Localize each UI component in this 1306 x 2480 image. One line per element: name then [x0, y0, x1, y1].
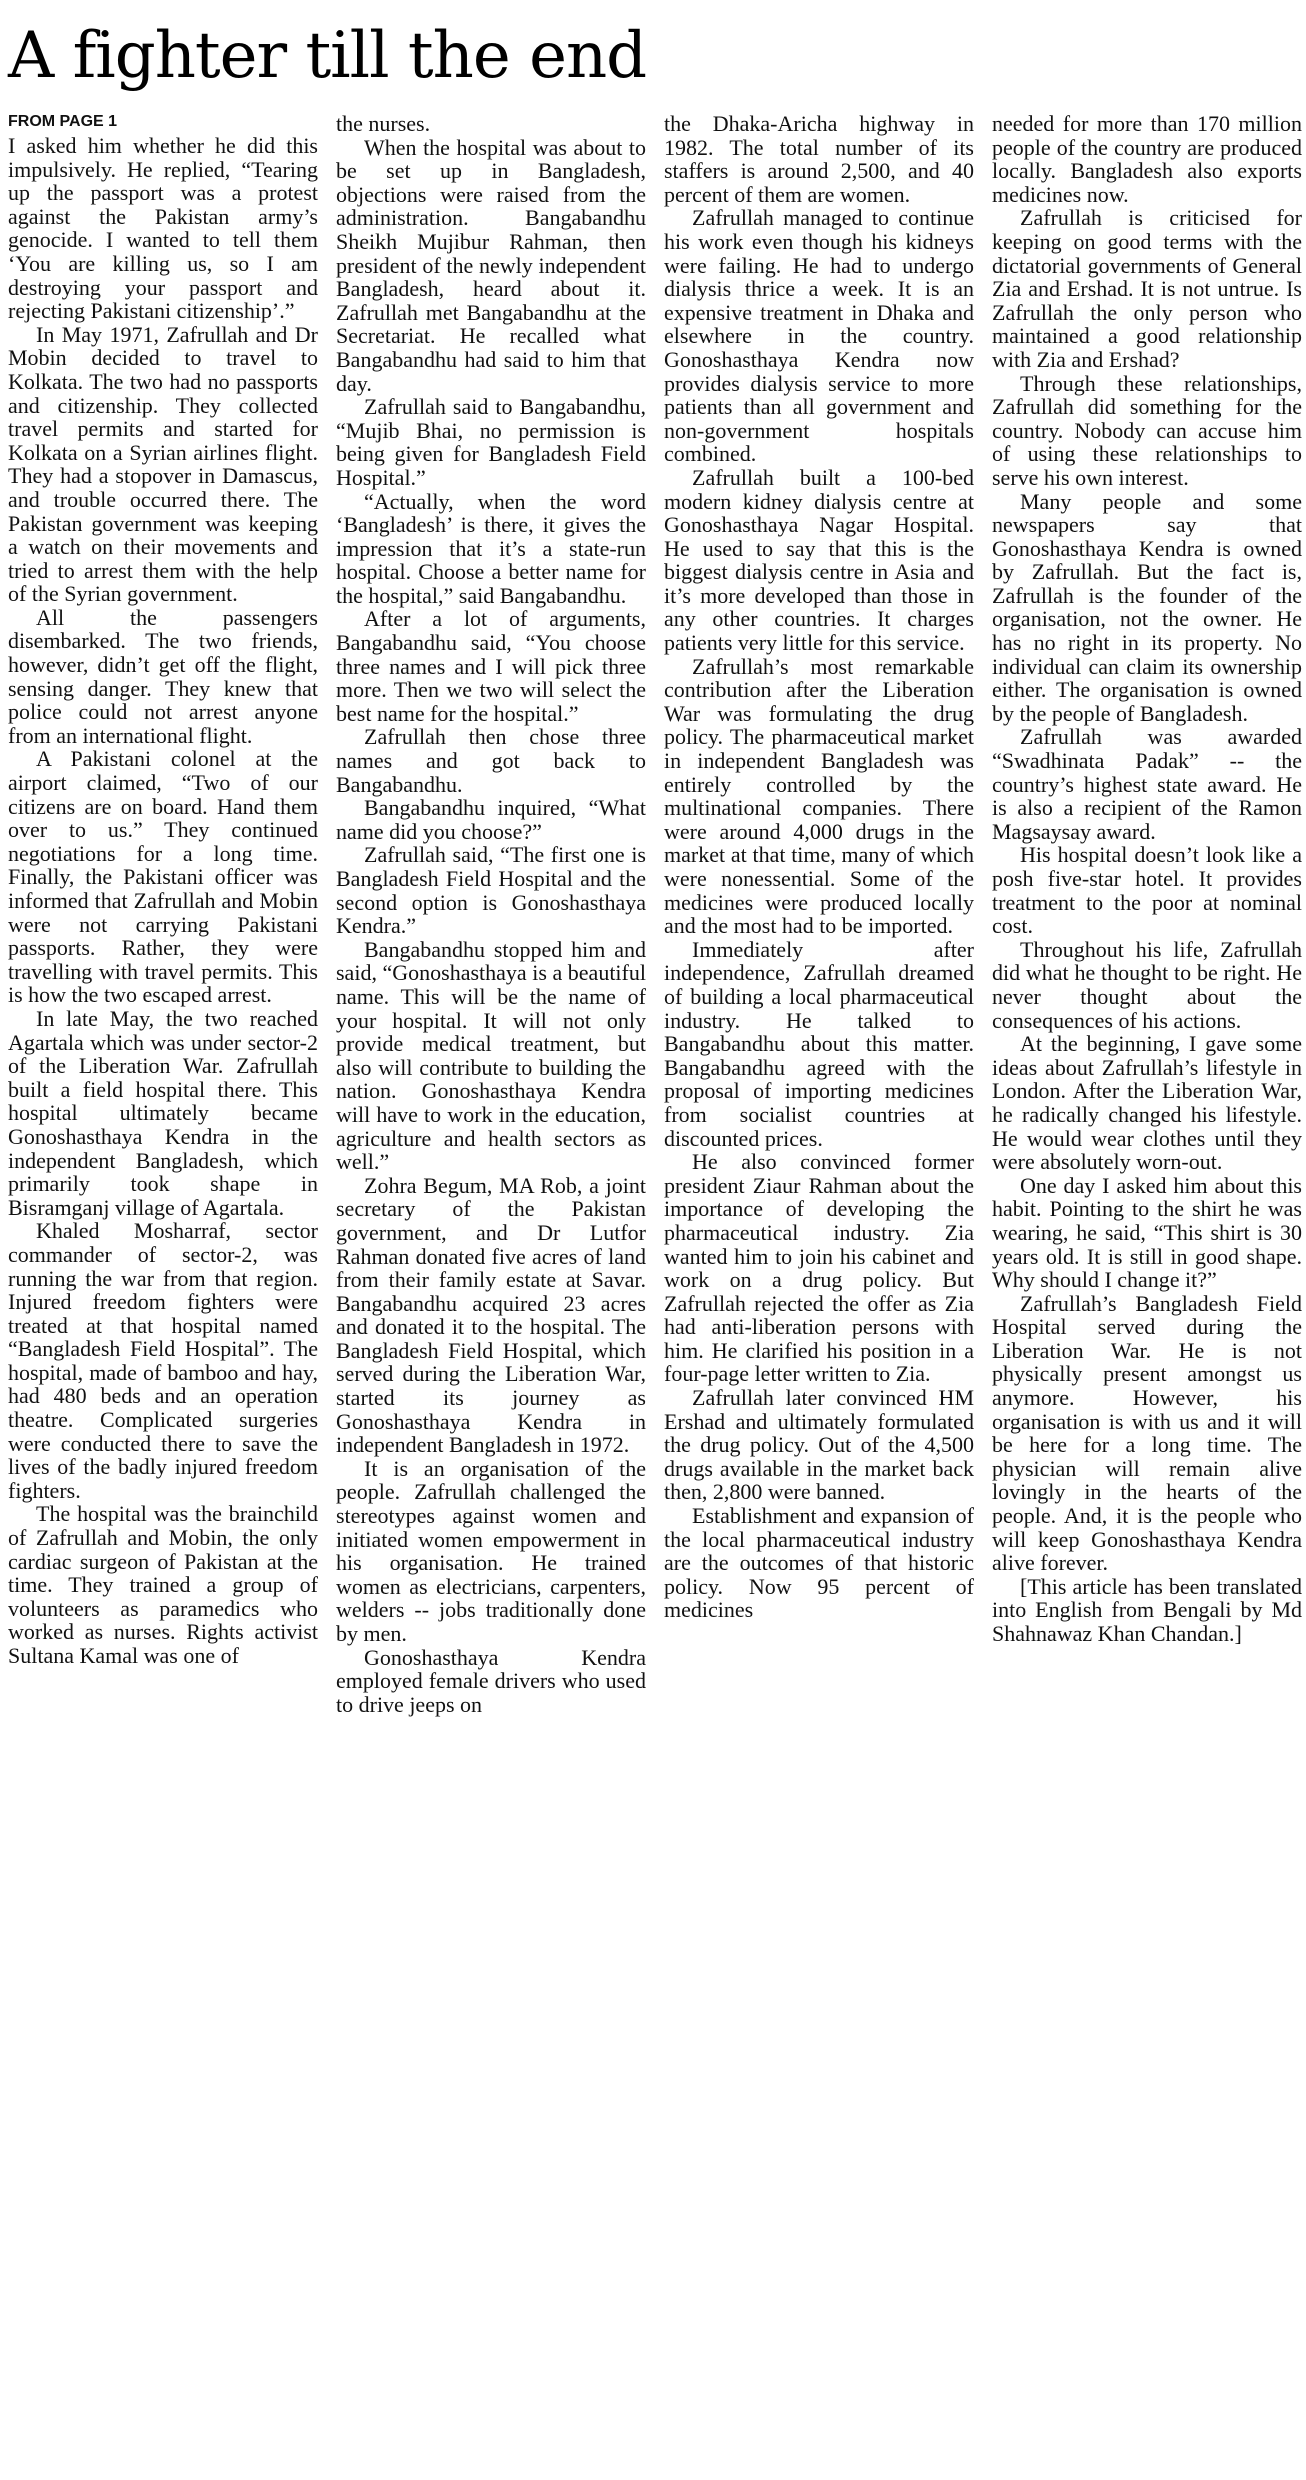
- article-column-1: [8, 112, 318, 2474]
- paragraph: Zafrullah then chose three names and got back to Bangabandhu.: [336, 724, 646, 797]
- paragraph: Throughout his life, Zafrullah did what he thought to be right. He never thought about the consequences of his actions.: [992, 936, 1302, 1033]
- paragraph: Zafrullah built a 100-bed modern kidney dialysis centre at Gonoshasthaya Nagar Hospital. He used to say that this is the biggest dialysis centre in Asia and it’s more developed than those in any other countries. It charges patients very little for this service.: [664, 464, 974, 656]
- paragraph: Bangabandhu inquired, “What name did you choose?”: [336, 795, 646, 844]
- paragraph: the nurses.: [336, 112, 431, 136]
- article-column-3: [664, 112, 974, 2474]
- paragraph: I asked him whether he did this impulsively. He replied, “Tearing up the passport was a protest against the Pakistan army’s genocide. I wanted to tell them ‘You are killing us, so I am destroying your passport and rejecting Pakistani citizenship’.”: [8, 133, 318, 324]
- paragraph: needed for more than 170 million people of the country are produced locally. Bangladesh also exports medicines now.: [992, 112, 1302, 207]
- headline: A fighter till the end: [8, 19, 647, 93]
- paragraph: Zafrullah’s most remarkable contribution after the Liberation War was formulating the drug policy. The pharmaceutical market in independent Bangladesh was entirely controlled by the multinational companies. There were around 4,000 drugs in the market at that time, many of which were nonessential. Some of the medicines were produced locally and the most had to be imported.: [664, 653, 974, 939]
- paragraph: Khaled Mosharraf, sector commander of sector-2, was running the war from that region. Injured freedom fighters were treated at that hospital named “Bangladesh Field Hospital”. The hospital, made of bamboo and hay, had 480 beds and an operation theatre. Complicated surgeries were conducted there to save the lives of the badly injured freedom fighters.: [8, 1218, 318, 1503]
- paragraph: When the hospital was about to be set up in Bangladesh, objections were raised from the administration. Bangabandhu Sheikh Mujibur Rahman, then president of the newly independent Bangladesh, heard about it. Zafrullah met Bangabandhu at the Secretariat. He recalled what Bangabandhu had said to him that day.: [336, 134, 646, 396]
- paragraph: A Pakistani colonel at the airport claimed, “Two of our citizens are on board. Hand them over to us.” They continued negotiations for a long time. Finally, the Pakistani officer was informed that Zafrullah and Mobin were not carrying Pakistani passports. Rather, they were travelling with travel permits. This is how the two escaped arrest.: [8, 746, 318, 1008]
- paragraph: “Actually, when the word ‘Bangladesh’ is there, it gives the impression that it’s a state-run hospital. Choose a better name for the hospital,” said Bangabandhu.: [336, 488, 646, 608]
- article-column-4: [992, 112, 1302, 2474]
- paragraph: Through these relationships, Zafrullah did something for the country. Nobody can accuse him of using these relationships to serve his own interest.: [992, 370, 1302, 490]
- paragraph: Immediately after independence, Zafrullah dreamed of building a local pharmaceutical industry. He talked to Bangabandhu about this matter. Bangabandhu agreed with the proposal of importing medicines from socialist countries at discounted prices.: [664, 936, 974, 1151]
- paragraph: Establishment and expansion of the local pharmaceutical industry are the outcomes of that historic policy. Now 95 percent of medicines: [664, 1503, 974, 1623]
- paragraph: The hospital was the brainchild of Zafrullah and Mobin, the only cardiac surgeon of Pakistan at the time. They trained a group of volunteers as paramedics who worked as nurses. Rights activist Sultana Kamal was one of: [8, 1501, 318, 1668]
- paragraph: All the passengers disembarked. The two friends, however, didn’t get off the flight, sensing danger. They knew that police could not arrest anyone from an international flight.: [8, 604, 318, 748]
- paragraph: Zafrullah was awarded “Swadhinata Padak” -- the country’s highest state award. He is also a recipient of the Ramon Magsaysay award.: [992, 724, 1302, 844]
- paragraph: In May 1971, Zafrullah and Dr Mobin decided to travel to Kolkata. The two had no passports and citizenship. They collected travel permits and started for Kolkata on a Syrian airlines flight. They had a stopover in Damascus, and trouble occurred there. The Pakistan government was keeping a watch on their movements and tried to arrest them with the help of the Syrian government.: [8, 321, 318, 607]
- paragraph: Gonoshasthaya Kendra employed female drivers who used to drive jeeps on: [336, 1644, 646, 1717]
- paragraph: Bangabandhu stopped him and said, “Gonoshasthaya is a beautiful name. This will be the name of your hospital. It will not only provide medical treatment, but also will contribute to building the nation. Gonoshasthaya Kendra will have to work in the education, agriculture and health sectors as well.”: [336, 936, 646, 1175]
- paragraph: Many people and some newspapers say that Gonoshasthaya Kendra is owned by Zafrullah. But the fact is, Zafrullah is the founder of the organisation, not the owner. He has no right in its property. No individual can claim its ownership either. The organisation is owned by the people of Bangladesh.: [992, 488, 1302, 726]
- paragraph: One day I asked him about this habit. Pointing to the shirt he was wearing, he said, “This shirt is 30 years old. It is still in good shape. Why should I change it?”: [992, 1172, 1302, 1293]
- paragraph: Zafrullah said to Bangabandhu, “Mujib Bhai, no permission is being given for Bangladesh Field Hospital.”: [336, 394, 646, 490]
- article-column-2: [336, 112, 646, 2474]
- paragraph: At the beginning, I gave some ideas about Zafrullah’s lifestyle in London. After the Liberation War, he radically changed his lifestyle. He would wear clothes until they were absolutely worn-out.: [992, 1031, 1302, 1175]
- continuation-kicker: FROM PAGE 1: [8, 113, 118, 130]
- paragraph: His hospital doesn’t look like a posh five-star hotel. It provides treatment to the poor at nominal cost.: [992, 842, 1302, 939]
- paragraph: the Dhaka-Aricha highway in 1982. The total number of its staffers is around 2,500, and 40 percent of them are women.: [664, 112, 974, 207]
- paragraph: After a lot of arguments, Bangabandhu said, “You choose three names and I will pick three more. Then we two will select the best name for the hospital.”: [336, 606, 646, 726]
- paragraph: [This article has been translated into English from Bengali by Md Shahnawaz Khan Chandan.]: [992, 1573, 1302, 1646]
- paragraph: He also convinced former president Ziaur Rahman about the importance of developing the pharmaceutical industry. Zia wanted him to join his cabinet and work on a drug policy. But Zafrullah rejected the offer as Zia had anti-liberation persons with him. He clarified his position in a four-page letter written to Zia.: [664, 1149, 974, 1387]
- paragraph: In late May, the two reached Agartala which was under sector-2 of the Liberation War. Zafrullah built a field hospital there. This hospital ultimately became Gonoshasthaya Kendra in the independent Bangladesh, which primarily took shape in Bisramganj village of Agartala.: [8, 1005, 318, 1220]
- paragraph: Zohra Begum, MA Rob, a joint secretary of the Pakistan government, and Dr Lutfor Rahman donated five acres of land from their family estate at Savar. Bangabandhu acquired 23 acres and donated it to the hospital. The Bangladesh Field Hospital, which served during the Liberation War, started its journey as Gonoshasthaya Kendra in independent Bangladesh in 1972.: [336, 1172, 646, 1458]
- paragraph: It is an organisation of the people. Zafrullah challenged the stereotypes against women and initiated women empowerment in his organisation. He trained women as electricians, carpenters, welders -- jobs traditionally done by men.: [336, 1455, 646, 1646]
- paragraph: Zafrullah managed to continue his work even though his kidneys were failing. He had to undergo dialysis thrice a week. It is an expensive treatment in Dhaka and elsewhere in the country. Gonoshasthaya Kendra now provides dialysis service to more patients than all government and non-government hospitals combined.: [664, 205, 974, 467]
- paragraph: Zafrullah is criticised for keeping on good terms with the dictatorial governments of General Zia and Ershad. It is not untrue. Is Zafrullah the only person who maintained a good relationship with Zia and Ershad?: [992, 205, 1302, 372]
- paragraph: Zafrullah later convinced HM Ershad and ultimately formulated the drug policy. Out of the 4,500 drugs available in the market back then, 2,800 were banned.: [664, 1385, 974, 1505]
- paragraph: Zafrullah’s Bangladesh Field Hospital served during the Liberation War. He is not physically present amongst us anymore. However, his organisation is with us and it will be here for a long time. The physician will remain alive lovingly in the hearts of the people. And, it is the people who will keep Gonoshasthaya Kendra alive forever.: [992, 1290, 1302, 1576]
- paragraph: Zafrullah said, “The first one is Bangladesh Field Hospital and the second option is Gonoshasthaya Kendra.”: [336, 842, 646, 939]
